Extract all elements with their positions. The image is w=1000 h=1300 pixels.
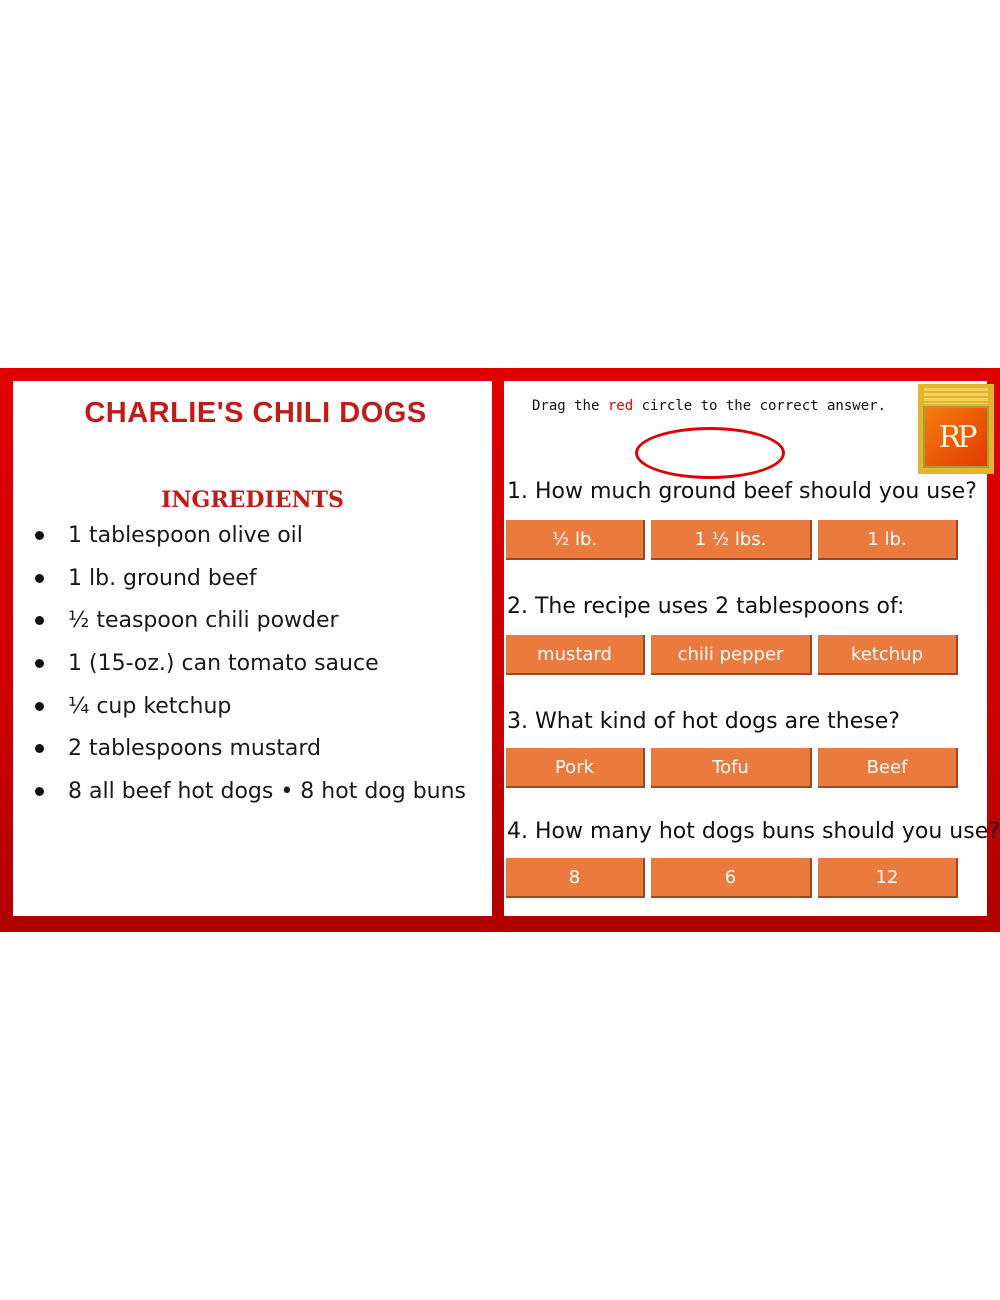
ingredient-text: 1 (15-oz.) can tomato sauce	[68, 650, 379, 676]
answer-button[interactable]: 8	[506, 858, 645, 898]
answer-button[interactable]: mustard	[506, 635, 645, 675]
question-3: 3. What kind of hot dogs are these?	[507, 709, 900, 734]
quiz-panel	[504, 381, 1000, 916]
answer-button[interactable]: 12	[818, 858, 958, 898]
bullet-icon	[35, 616, 44, 625]
question-4: 4. How many hot dogs buns should you use?	[507, 819, 1000, 844]
answer-button[interactable]: 1 ½ lbs.	[651, 520, 812, 560]
ingredients-heading: INGREDIENTS	[161, 487, 344, 513]
ingredient-text: 1 lb. ground beef	[68, 565, 257, 591]
list-item	[33, 557, 466, 600]
bullet-icon	[35, 574, 44, 583]
worksheet-slide	[0, 368, 1000, 932]
answer-button[interactable]: 6	[651, 858, 812, 898]
instruction-highlight: red	[607, 398, 634, 414]
answer-button[interactable]: chili pepper	[651, 635, 812, 675]
bullet-icon	[35, 702, 44, 711]
answer-button[interactable]: Tofu	[651, 748, 812, 788]
list-item	[33, 514, 466, 557]
list-item	[33, 642, 466, 685]
bullet-icon	[35, 659, 44, 668]
list-item	[33, 770, 466, 813]
ingredient-text: 1 tablespoon olive oil	[68, 522, 303, 548]
list-item	[33, 727, 466, 770]
ingredient-text: ½ teaspoon chili powder	[68, 608, 339, 634]
ingredient-text: 8 all beef hot dogs • 8 hot dog buns	[68, 778, 467, 804]
list-item	[33, 685, 466, 728]
question-2: 2. The recipe uses 2 tablespoons of:	[507, 594, 905, 619]
bullet-icon	[35, 744, 44, 753]
answer-button[interactable]: ½ lb.	[506, 520, 645, 560]
bullet-icon	[35, 787, 44, 796]
answer-row-3	[506, 748, 958, 788]
logo-stripes	[924, 388, 988, 404]
ingredient-list	[33, 514, 466, 813]
answer-button[interactable]: Beef	[818, 748, 958, 788]
answer-row-1	[506, 520, 958, 560]
recipe-title: CHARLIE'S CHILI DOGS	[84, 397, 427, 429]
rp-logo	[918, 384, 994, 474]
answer-row-4	[506, 858, 958, 898]
ingredient-text: ¼ cup ketchup	[68, 693, 232, 719]
answer-button[interactable]: Pork	[506, 748, 645, 788]
recipe-panel	[13, 381, 492, 916]
logo-monogram: RP	[923, 406, 989, 468]
draggable-red-circle[interactable]	[635, 427, 785, 479]
bullet-icon	[35, 531, 44, 540]
list-item	[33, 599, 466, 642]
answer-button[interactable]: ketchup	[818, 635, 958, 675]
answer-button[interactable]: 1 lb.	[818, 520, 958, 560]
answer-row-2	[506, 635, 958, 675]
question-1: 1. How much ground beef should you use?	[507, 479, 977, 504]
drag-instruction: Drag the red circle to the correct answer.	[531, 398, 887, 414]
ingredient-text: 2 tablespoons mustard	[68, 736, 322, 762]
